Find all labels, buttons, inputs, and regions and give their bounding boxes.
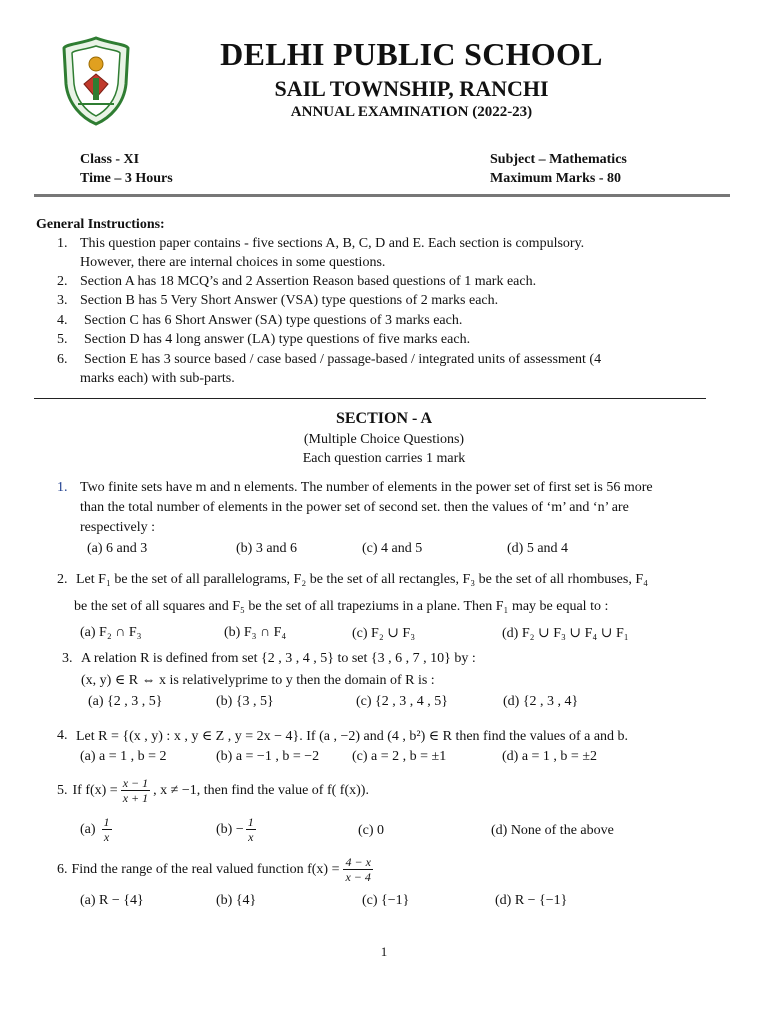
section-subtitle: (Multiple Choice Questions) (303, 432, 465, 447)
fraction (343, 855, 372, 884)
option-b: (b) {4} (216, 893, 257, 908)
section-title: SECTION - A (335, 410, 433, 427)
instruction-number: 4. (57, 313, 68, 328)
option-c: (c) a = 2 , b = ±1 (352, 749, 447, 764)
option-d: (d) 5 and 4 (507, 541, 569, 556)
question-number: 4. (57, 728, 68, 743)
question-number: 2. (57, 572, 68, 587)
fraction-numerator: 1 (247, 815, 254, 829)
question-text: Let R = {(x , y) : x , y ∈ Z , y = 2x − 4}. If (a , −2) and (4 , b²) ∈ R then find the values of a and b. (76, 729, 629, 744)
question-number: 1. (57, 480, 68, 495)
question-text: If f(x) = (72, 782, 118, 798)
option-c: (c) {2 , 3 , 4 , 5} (356, 694, 448, 709)
exam-title: ANNUAL EXAMINATION (2022-23) (290, 104, 533, 120)
option-c: (c) 4 and 5 (362, 541, 423, 556)
question-6 (57, 855, 373, 884)
question-text: Let F₁ be the set of all parallelograms, F₂ be the set of all rectangles, F₃ be the set of all rhombuses, F₄ (76, 572, 648, 587)
class-label: Class - XI (80, 152, 140, 167)
instruction-text: However, there are internal choices in some questions. (80, 255, 386, 270)
question-text: respectively : (80, 520, 156, 535)
option-b (216, 815, 256, 844)
option-d: (d) None of the above (491, 823, 614, 838)
time-label: Time – 3 Hours (80, 171, 173, 186)
fraction-denominator: x + 1 (122, 791, 149, 805)
fraction (246, 815, 256, 844)
option-c: (c) 0 (358, 823, 385, 838)
question-number: 5. (57, 782, 68, 798)
header-divider (34, 194, 730, 197)
max-marks-label: Maximum Marks - 80 (490, 171, 622, 186)
option-a: (a) {2 , 3 , 5} (88, 694, 163, 709)
page-number: 1 (380, 944, 388, 959)
option-d: (d) F₂ ∪ F₃ ∪ F₄ ∪ F₁ (502, 626, 629, 641)
question-5 (57, 776, 369, 805)
fraction-denominator: x − 4 (345, 870, 371, 884)
instruction-text: Section B has 5 Very Short Answer (VSA) type questions of 2 marks each. (80, 293, 499, 308)
option-c: (c) {−1} (362, 893, 410, 908)
instruction-text: Section C has 6 Short Answer (SA) type questions of 3 marks each. (84, 313, 463, 328)
school-branch: SAIL TOWNSHIP, RANCHI (274, 76, 549, 101)
option-label: (b) − (216, 821, 244, 837)
question-text: Find the range of the real valued function f(x) = (71, 861, 340, 877)
question-text: , x ≠ −1, then find the value of f( f(x)). (153, 782, 369, 798)
fraction-numerator: x − 1 (122, 776, 149, 790)
question-number: 6. (57, 861, 68, 877)
fraction-numerator: 4 − x (345, 855, 371, 869)
option-b: (b) F₃ ∩ F₄ (224, 625, 287, 640)
option-b: (b) 3 and 6 (236, 541, 298, 556)
option-d: (d) R − {−1} (495, 893, 568, 908)
instruction-text: Section A has 18 MCQ’s and 2 Assertion Reason based questions of 1 mark each. (80, 274, 537, 289)
option-b: (b) a = −1 , b = −2 (216, 749, 320, 764)
question-number: 3. (62, 651, 73, 666)
instruction-text: marks each) with sub-parts. (80, 371, 235, 386)
instruction-number: 3. (57, 293, 68, 308)
option-a: (a) 6 and 3 (87, 541, 148, 556)
instructions-title: General Instructions: (36, 217, 165, 232)
question-text: (x, y) ∈ R ⇔ x is relativelyprime to y then the domain of R is : (81, 673, 435, 688)
option-d: (d) a = 1 , b = ±2 (502, 749, 598, 764)
instructions-divider (34, 398, 706, 399)
option-c: (c) F₂ ∪ F₃ (352, 626, 416, 641)
fraction-denominator: x (248, 830, 254, 844)
option-a: (a) F₂ ∩ F₃ (80, 625, 142, 640)
fraction-denominator: x (103, 830, 110, 844)
instruction-text: This question paper contains - five sections A, B, C, D and E. Each section is compulsory. (80, 236, 585, 251)
option-label: (a) (80, 821, 96, 837)
instruction-number: 1. (57, 236, 68, 251)
question-text: A relation R is defined from set {2 , 3 , 4 , 5} to set {3 , 6 , 7 , 10} by : (81, 651, 476, 666)
subject-label: Subject – Mathematics (490, 152, 627, 167)
option-a: (a) R − {4} (80, 893, 144, 908)
option-a: (a) a = 1 , b = 2 (80, 749, 167, 764)
instruction-number: 6. (57, 352, 68, 367)
instruction-text: Section E has 3 source based / case based / passage-based / integrated units of assessment (4 (84, 352, 602, 367)
fraction (121, 776, 150, 805)
question-text: be the set of all squares and F₅ be the set of all trapeziums in a plane. Then F₁ may be equal to : (74, 599, 609, 614)
fraction-numerator: 1 (103, 815, 110, 829)
instruction-number: 5. (57, 332, 68, 347)
option-b: (b) {3 , 5} (216, 694, 274, 709)
question-text: Two finite sets have m and n elements. The number of elements in the power set of first set is 56 more (80, 480, 653, 495)
question-text: than the total number of elements in the power set of second set. then the values of ‘m’ and ‘n’ are (80, 500, 629, 515)
option-a (80, 815, 112, 844)
option-d: (d) {2 , 3 , 4} (503, 694, 579, 709)
instruction-text: Section D has 4 long answer (LA) type questions of five marks each. (84, 332, 471, 347)
section-note: Each question carries 1 mark (302, 451, 466, 466)
instruction-number: 2. (57, 274, 68, 289)
school-name: DELHI PUBLIC SCHOOL (220, 36, 603, 72)
fraction (102, 815, 112, 844)
